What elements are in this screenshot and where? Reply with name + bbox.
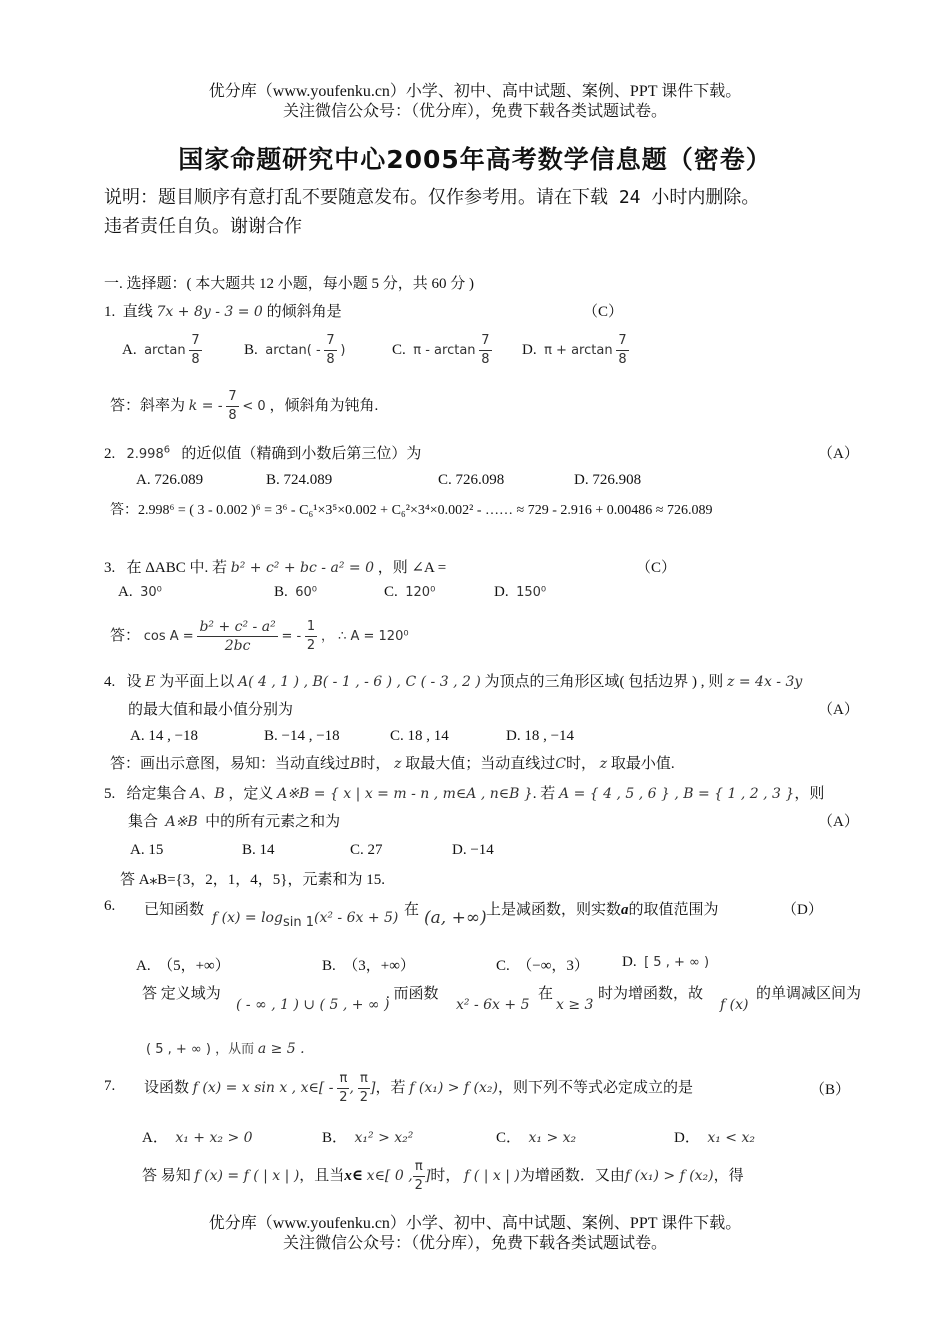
q3-answer: （C） [636, 560, 677, 576]
solution-text: ，倾斜角为钝角. [269, 397, 379, 414]
q1-text-2: 的倾斜角是 [266, 304, 342, 320]
q3-number: 3. [104, 560, 116, 576]
q6-domain: ( - ∞ , 1 ) ∪ ( 5 , + ∞ ) [236, 997, 390, 1013]
q6-text-post: 上是减函数，则实数a的取值范围为 [486, 902, 719, 918]
q2-option-b: B. 724.089 [266, 472, 333, 488]
q4-option-c: C. 18 , 14 [390, 728, 449, 744]
solution-expr: ， ∴ A = 120⁰ [320, 628, 409, 644]
q2-solution [110, 499, 712, 519]
q1-option-b [244, 332, 346, 369]
q5-option-c: C. 27 [350, 842, 383, 858]
q3-text: 在 ΔABC 中. 若 [126, 560, 227, 576]
q4-option-a: A. 14 , −18 [130, 728, 199, 744]
q4-option-d: D. 18 , −14 [506, 728, 575, 744]
solution-text: 答：斜率为 [110, 397, 186, 414]
fraction: $\frac{7}{8}$ [191, 333, 200, 367]
fraction: $\frac{1}{2}$ [306, 619, 316, 653]
q4-stem-line-2: 的最大值和最小值分别为 [128, 702, 294, 718]
option-label: A. [122, 341, 137, 358]
q5-stem-line-1: 5. 给定集合 A、B ，定义 A※B = { x | x = m - n , m∈A , n∈B }. 若 A = { 4 , 5 , 6 } , B = { 1 , 2 , 3 }，则 [104, 786, 825, 802]
q4-option-b: B. −14 , −18 [264, 728, 340, 744]
fraction: $\frac{7}{8}$ [228, 389, 237, 423]
solution-expr: < 0 [242, 398, 266, 414]
option-text: arctan( - [265, 342, 321, 358]
q5-number: 5. [104, 786, 116, 802]
q1-option-c [392, 332, 492, 369]
header-line-2: 关注微信公众号：（优分库），免费下载各类试题试卷。 [282, 103, 667, 120]
q6-option-c: C. （−∞，3） [496, 958, 589, 974]
q1-option-d [522, 332, 629, 369]
q5-stem-line-2: 集合 A※B 中的所有元素之和为 [128, 814, 341, 830]
fraction: $\frac{\pi}{2}$ [339, 1071, 348, 1105]
header-line-1: 优分库（www.youfenku.cn）小学、初中、高中试题、案例、PPT 课件下载。 [208, 83, 742, 100]
q3-option-a: A. 30⁰ [118, 584, 162, 600]
option-label: C. [392, 341, 406, 358]
q2-text: 的近似值（精确到小数后第三位）为 [181, 446, 422, 462]
fraction: $\frac{7}{8}$ [326, 333, 335, 367]
q4-solution: 答：画出示意图，易知：当动直线过B时， z 取最大值；当动直线过C时， z 取最小值. [110, 756, 675, 772]
q7-number: 7. [104, 1078, 116, 1094]
q3-stem [104, 556, 446, 577]
q6-option-a: A. （5，+∞） [136, 958, 230, 974]
q6-solution-end: 的单调减区间为 [756, 986, 862, 1002]
q5-answer: （A） [818, 814, 859, 830]
section-heading: 一. 选择题：( 本大题共 12 小题，每小题 5 分，共 60 分 ) [104, 276, 474, 292]
q4-number: 4. [104, 674, 116, 690]
fraction: $\frac{\text{b² + c² - a²}}{2bc}$ [199, 619, 276, 654]
q1-solution [110, 388, 378, 425]
q5-option-a: A. 15 [130, 842, 164, 858]
option-label: D. [522, 341, 537, 358]
q3-solution [110, 618, 409, 655]
q4-answer: （A） [818, 702, 859, 718]
q3-option-b: B. 60⁰ [274, 584, 318, 600]
q1-expression: 7x + 8y - 3 = 0 [156, 304, 263, 320]
option-text: π + arctan [544, 342, 613, 358]
q6-number: 6. [104, 898, 116, 914]
q5-solution: 答 A⁎B={3，2，1，4，5}，元素和为 15. [120, 872, 385, 888]
q1-option-a [122, 332, 202, 369]
q6-option-d: D. [ 5 , + ∞ ) [622, 954, 710, 970]
q7-option-a: A． x₁ + x₂ > 0 [142, 1130, 253, 1146]
q5-option-d: D. −14 [452, 842, 494, 858]
option-label: B. [244, 341, 258, 358]
solution-expr: cos A = [143, 628, 194, 644]
footer-line-2: 关注微信公众号：（优分库），免费下载各类试题试卷。 [282, 1235, 667, 1252]
q6-condition: x ≥ 3 [556, 997, 594, 1013]
solution-label: 答： [110, 503, 138, 518]
q2-number: 2. [104, 446, 116, 462]
q1-answer: （C） [583, 304, 624, 320]
note-line-1: 说明：题目顺序有意打乱不要随意发布。仅作参考用。请在下载 24 小时内删除。 [104, 187, 760, 208]
q6-solution-mid-2: 在 [538, 986, 554, 1002]
q6-text-mid: 在 [404, 902, 420, 918]
footer-line-1: 优分库（www.youfenku.cn）小学、初中、高中试题、案例、PPT 课件下载。 [208, 1215, 742, 1232]
fraction: $\frac{7}{8}$ [481, 333, 490, 367]
solution-expr: = - [281, 628, 302, 644]
solution-expr: 2.998⁶ = ( 3 - 0.002 )⁶ = 3⁶ - C₆¹×3⁵×0.002 + C₆²×3⁴×0.002² - …… ≈ 729 - 2.916 + 0.00486 ≈ 726.089 [138, 503, 713, 518]
option-text: ) [340, 342, 346, 358]
q6-text-pre: 已知函数 [144, 902, 205, 918]
q5-option-b: B. 14 [242, 842, 275, 858]
q3-option-d: D. 150⁰ [494, 584, 547, 600]
q7-stem: 设函数 f (x) = x sin x , x∈[ - $\frac{\pi}{2}$ , $\frac{\pi}{2}$ ]，若 f (x₁) > f (x₂)，则下列不等式必定成立的是 [144, 1071, 694, 1105]
q1-stem [104, 300, 342, 321]
q2-stem [104, 442, 421, 463]
q7-option-d: D． x₁ < x₂ [674, 1130, 755, 1146]
q7-option-b: B． x₁² > x₂² [322, 1130, 414, 1146]
note-line-2: 违者责任自负。谢谢合作 [104, 216, 302, 237]
q4-stem-line-1: 4. 设 E 为平面上以 A( 4 , 1 ) , B( - 1 , - 6 ) , C ( - 3 , 2 ) 为顶点的三角形区域( 包括边界 ) , 则 z = 4x - 3y [104, 674, 803, 690]
q2-option-c: C. 726.098 [438, 472, 505, 488]
q7-solution: 答 易知 f (x) = f ( | x | )，且当x∈ x∈[ 0 , $\frac{\pi}{2}$ ]时， f ( | x | )为增函数．又由f (x₁) > f (x₂)，得 [142, 1159, 744, 1193]
q6-quadratic: x² - 6x + 5 [456, 997, 530, 1013]
fraction: $\frac{7}{8}$ [618, 333, 627, 367]
q6-function: f $(x) = \log_{sin 1}(x^2 - 6x + 5)$ [212, 910, 399, 930]
q6-fx: f (x) [720, 997, 749, 1013]
q2-option-d: D. 726.908 [574, 472, 642, 488]
q6-solution-mid: . 而函数 [386, 986, 439, 1002]
option-text: π - arctan [413, 342, 476, 358]
q7-answer: （B） [810, 1082, 851, 1098]
fraction: $\frac{\pi}{2}$ [414, 1159, 423, 1193]
q2-option-a: A. 726.089 [136, 472, 204, 488]
q3-text: ，则 ∠A = [377, 560, 447, 576]
q6-solution-pre: 答 定义域为 [142, 986, 221, 1002]
q7-option-c: C． x₁ > x₂ [496, 1130, 577, 1146]
q6-solution-line-2: ( 5 , + ∞ ) ，从而 a ≥ 5 . [146, 1041, 305, 1057]
q6-answer: （D） [782, 902, 823, 918]
q2-expression: 2.998$^6$ [126, 444, 171, 462]
solution-expr: k = - [188, 397, 223, 414]
option-text: arctan [144, 342, 186, 358]
q3-option-c: C. 120⁰ [384, 584, 436, 600]
q1-text: 直线 [122, 304, 153, 320]
q6-solution-mid-3: 时为增函数，故 [598, 986, 704, 1002]
document-title: 国家命题研究中心2005年高考数学信息题（密卷） [178, 145, 772, 174]
fraction: $\frac{\pi}{2}$ [359, 1071, 368, 1105]
q6-interval: (a, +∞) [424, 908, 487, 928]
q6-option-b: B. （3，+∞） [322, 958, 415, 974]
q3-expression: b² + c² + bc - a² = 0 [230, 560, 374, 576]
solution-label: 答： [110, 627, 141, 644]
q1-number: 1. [104, 304, 116, 320]
q2-answer: （A） [818, 446, 859, 462]
